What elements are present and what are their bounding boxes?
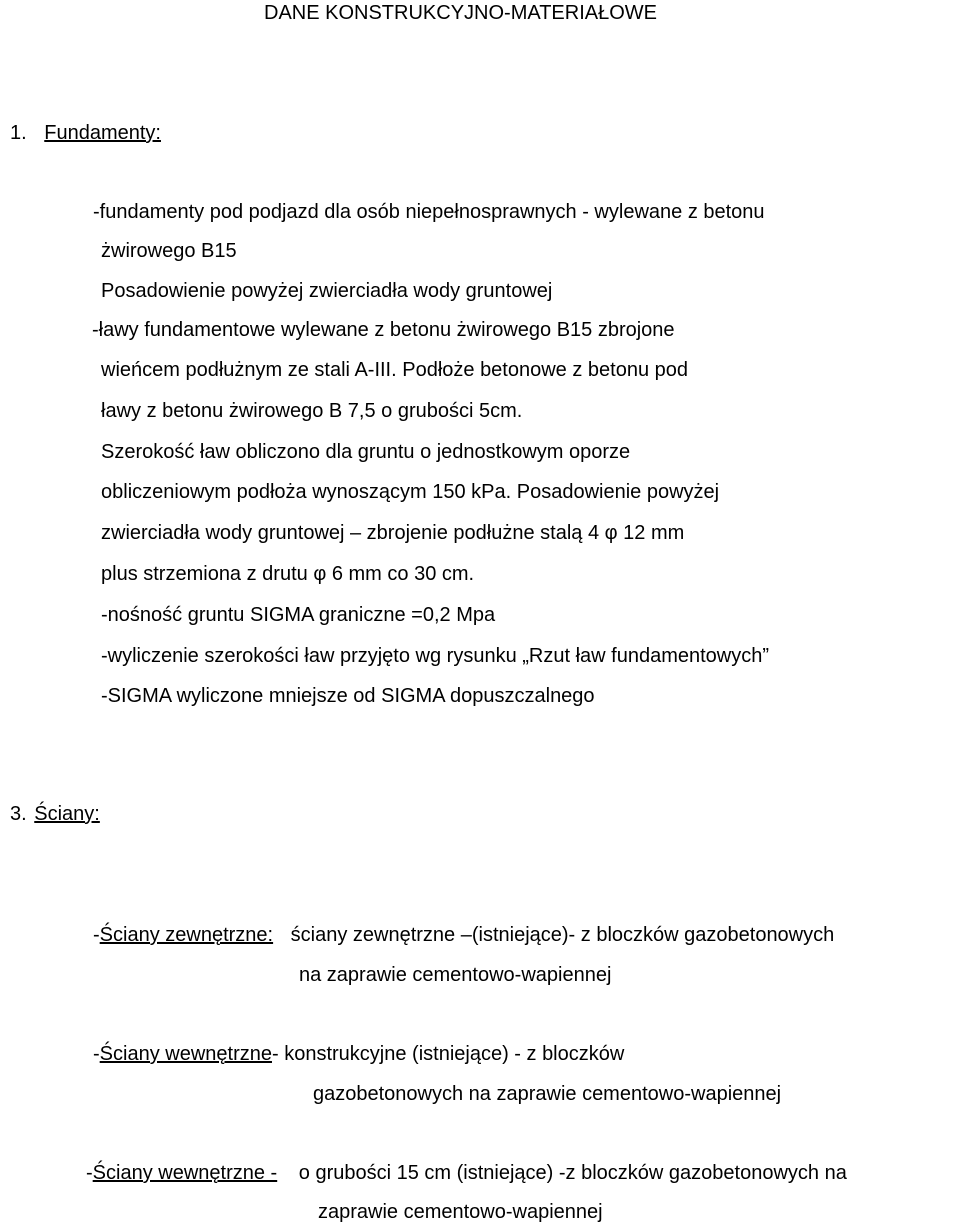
section-1-heading <box>10 121 161 145</box>
paragraph-line: żwirowego B15 <box>101 240 237 262</box>
wall-item-continuation: gazobetonowych na zaprawie cementowo-wapiennej <box>313 1083 782 1105</box>
paragraph-line: -nośność gruntu SIGMA graniczne =0,2 Mpa <box>101 604 496 626</box>
paragraph-line: Szerokość ław obliczono dla gruntu o jednostkowym oporze <box>101 441 631 463</box>
wall-item-prefix: - <box>93 1043 100 1065</box>
wall-item-text: o grubości 15 cm (istniejące) -z bloczków gazobetonowych na <box>298 1162 847 1184</box>
paragraph-line: -SIGMA wyliczone mniejsze od SIGMA dopuszczalnego <box>101 685 595 707</box>
wall-item-internal-15cm <box>86 1161 847 1185</box>
section-3-heading <box>10 802 100 826</box>
wall-item-continuation: na zaprawie cementowo-wapiennej <box>299 964 612 986</box>
wall-item-label: Ściany wewnętrzne <box>99 1043 272 1065</box>
paragraph-line: zwierciadła wody gruntowej – zbrojenie podłużne stalą 4 φ 12 mm <box>101 522 685 544</box>
paragraph-line: -wyliczenie szerokości ław przyjęto wg rysunku „Rzut ław fundamentowych” <box>101 645 770 667</box>
section-1-title: Fundamenty: <box>44 122 161 144</box>
wall-item-label: Ściany wewnętrzne - <box>92 1162 278 1184</box>
paragraph-line: -fundamenty pod podjazd dla osób niepełnosprawnych - wylewane z betonu <box>93 201 765 223</box>
section-3-title: Ściany: <box>34 803 100 825</box>
wall-item-continuation: zaprawie cementowo-wapiennej <box>318 1201 603 1223</box>
document-title: DANE KONSTRUKCYJNO-MATERIAŁOWE <box>264 2 657 24</box>
paragraph-line: Posadowienie powyżej zwierciadła wody gruntowej <box>101 280 553 302</box>
paragraph-line: plus strzemiona z drutu φ 6 mm co 30 cm. <box>101 563 475 585</box>
wall-item-prefix: - <box>86 1162 93 1184</box>
section-3-number: 3. <box>10 803 27 825</box>
wall-item-label: Ściany zewnętrzne: <box>99 924 274 946</box>
wall-item-prefix: - <box>93 924 100 946</box>
wall-item-text: - konstrukcyjne (istniejące) - z bloczków <box>271 1043 625 1065</box>
wall-item-external <box>93 923 834 947</box>
section-1-number: 1. <box>10 122 27 144</box>
paragraph-line: ławy z betonu żwirowego B 7,5 o grubości 5cm. <box>101 400 523 422</box>
paragraph-line: wieńcem podłużnym ze stali A-III. Podłoże betonowe z betonu pod <box>101 359 689 381</box>
paragraph-line: obliczeniowym podłoża wynoszącym 150 kPa. Posadowienie powyżej <box>101 481 720 503</box>
wall-item-text: ściany zewnętrzne –(istniejące)- z bloczków gazobetonowych <box>290 924 835 946</box>
paragraph-line: -ławy fundamentowe wylewane z betonu żwirowego B15 zbrojone <box>92 319 675 341</box>
wall-item-internal-structural <box>93 1042 624 1066</box>
